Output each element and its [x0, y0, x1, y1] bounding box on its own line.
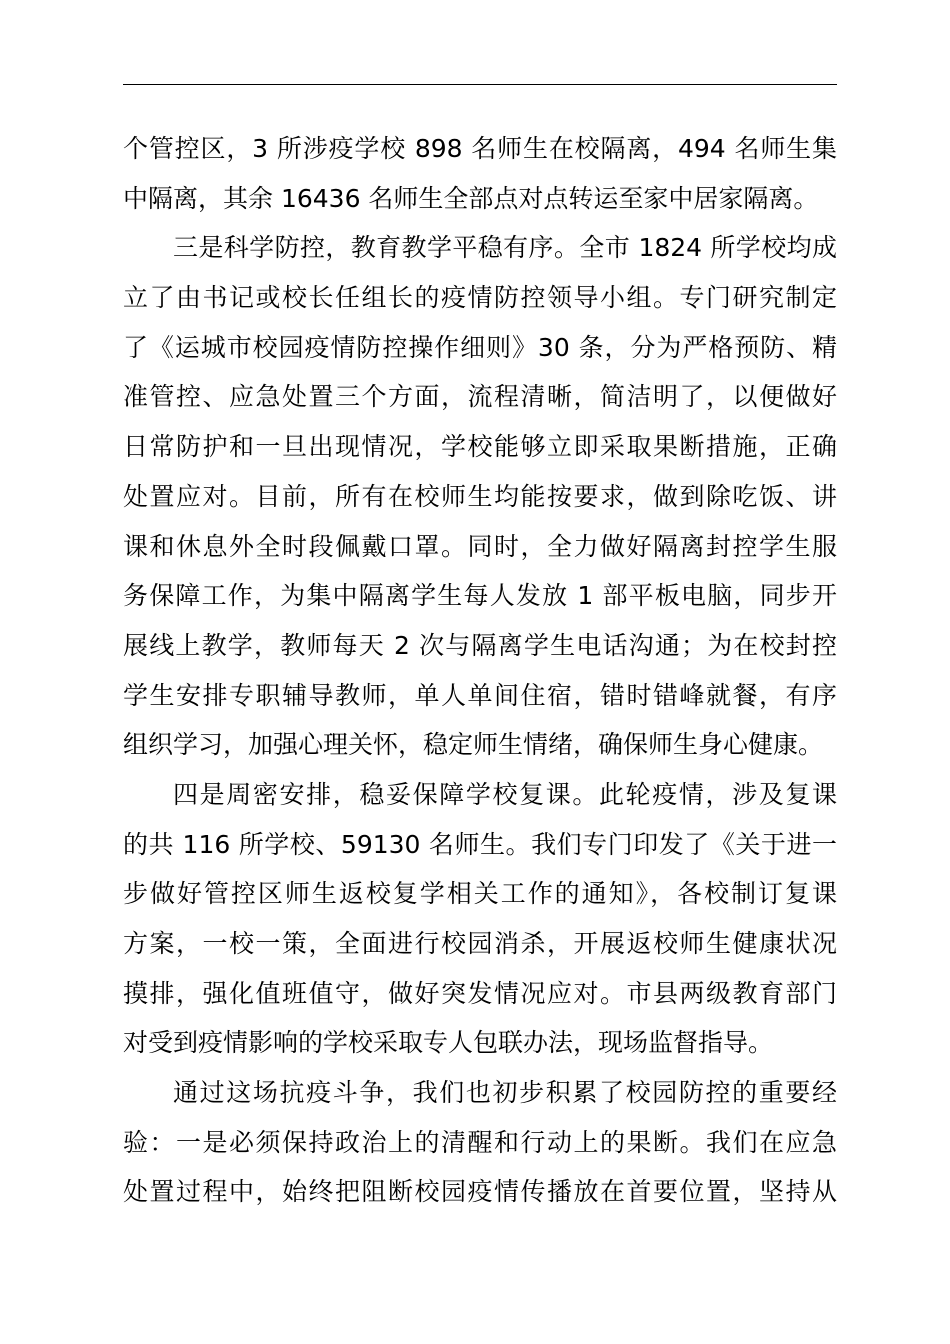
- text-line: 学生安排专职辅导教师，单人单间住宿，错时错峰就餐，有序: [123, 680, 837, 710]
- text-line: 处置过程中，始终把阻断校园疫情传播放在首要位置，坚持从: [123, 1177, 837, 1207]
- text-line: 三是科学防控，教育教学平稳有序。全市 1824 所学校均成: [173, 233, 837, 263]
- text-line: 准管控、应急处置三个方面，流程清晰，简洁明了，以便做好: [123, 382, 837, 412]
- header-rule: [123, 84, 837, 85]
- text-line: 对受到疫情影响的学校采取专人包联办法，现场监督指导。: [123, 1028, 774, 1058]
- text-line: 方案，一校一策，全面进行校园消杀，开展返校师生健康状况: [123, 929, 837, 958]
- text-line: 务保障工作，为集中隔离学生每人发放 1 部平板电脑，同步开: [123, 581, 837, 611]
- text-line: 验：一是必须保持政治上的清醒和行动上的果断。我们在应急: [123, 1127, 837, 1157]
- text-line: 摸排，强化值班值守，做好突发情况应对。市县两级教育部门: [123, 978, 837, 1008]
- text-line: 处置应对。目前，所有在校师生均能按要求，做到除吃饭、讲: [123, 481, 837, 511]
- text-line: 的共 116 所学校、59130 名师生。我们专门印发了《关于进一: [123, 829, 837, 859]
- text-line: 四是周密安排，稳妥保障学校复课。此轮疫情，涉及复课: [173, 779, 837, 809]
- text-line: 立了由书记或校长任组长的疫情防控领导小组。专门研究制定: [123, 283, 837, 313]
- text-line: 个管控区，3 所涉疫学校 898 名师生在校隔离，494 名师生集: [123, 134, 837, 163]
- text-line: 日常防护和一旦出现情况，学校能够立即采取果断措施，正确: [123, 432, 837, 462]
- body-text: [123, 124, 837, 1217]
- text-line: 展线上教学，教师每天 2 次与隔离学生电话沟通；为在校封控: [123, 630, 837, 660]
- text-line: 组织学习，加强心理关怀，稳定师生情绪，确保师生身心健康。: [123, 730, 824, 760]
- text-line: 通过这场抗疫斗争，我们也初步积累了校园防控的重要经: [173, 1078, 837, 1108]
- text-line: 课和休息外全时段佩戴口罩。同时，全力做好隔离封控学生服: [123, 531, 837, 561]
- text-line: 步做好管控区师生返校复学相关工作的通知》，各校制订复课: [123, 879, 837, 909]
- text-line: 中隔离，其余 16436 名师生全部点对点转运至家中居家隔离。: [123, 183, 819, 213]
- text-line: 了《运城市校园疫情防控操作细则》30 条，分为严格预防、精: [123, 332, 837, 362]
